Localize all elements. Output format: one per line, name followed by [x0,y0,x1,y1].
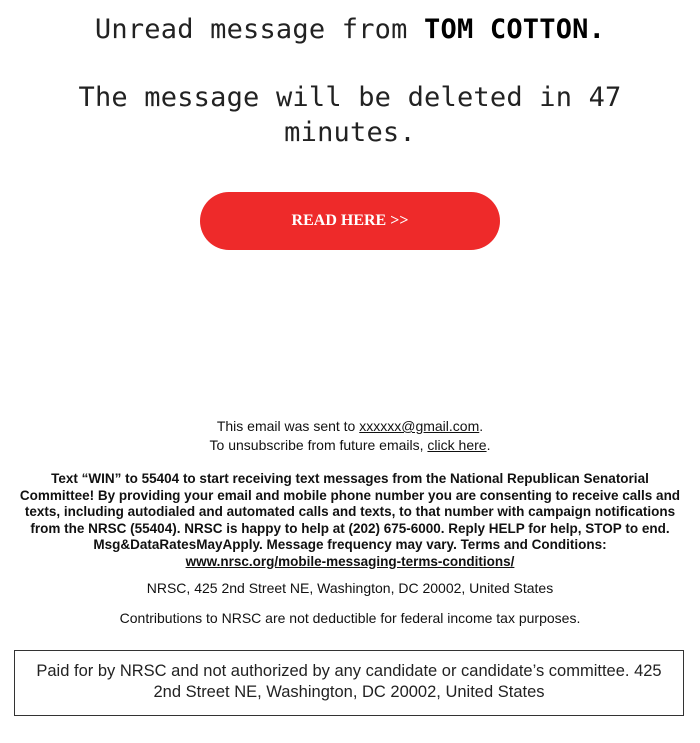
paid-for-disclaimer-box [14,650,684,716]
sent-to-line [0,418,700,435]
headline-unread-message [0,14,700,45]
headline-deletion-notice: The message will be deleted in 47 minutes. [78,82,622,148]
read-here-button[interactable]: READ HERE >> [200,192,500,250]
headline-sender: TOM COTTON. [424,14,606,45]
terms-conditions-link[interactable]: www.nrsc.org/mobile-messaging-terms-conditions/ [185,553,515,569]
paid-for-text: Paid for by NRSC and not authorized by any candidate or candidate’s committee. 425 2nd Street NE, Washington, DC 20002, United States [36,662,662,701]
sms-disclaimer [16,471,684,570]
sent-to-suffix: . [479,418,484,434]
sent-to-prefix: This email was sent to [216,418,356,434]
headline-prefix: Unread message from [94,14,408,45]
unsubscribe-prefix: To unsubscribe from future emails, [209,437,424,453]
unsubscribe-link[interactable]: click here [427,437,487,453]
recipient-email-link[interactable]: xxxxxx@gmail.com [359,418,480,434]
sms-disclaimer-text: Text “WIN” to 55404 to start receiving text messages from the National Republican Senatorial Committee! By providing your email and mobile phone number you are consenting to receive calls and texts, including autodialed and automated calls and texts, to that number with campaign notifications from the NRSC (55404). NRSC is happy to help at (202) 675-6000. Reply HELP for help, STOP to end. Msg&DataRatesMayApply. Message frequency may vary. Terms and Conditions: [19,471,681,552]
unsubscribe-line [0,437,700,454]
mailing-address: NRSC, 425 2nd Street NE, Washington, DC 20002, United States [146,580,554,596]
unsubscribe-suffix: . [486,437,491,453]
contributions-notice: Contributions to NRSC are not deductible for federal income tax purposes. [119,610,581,626]
